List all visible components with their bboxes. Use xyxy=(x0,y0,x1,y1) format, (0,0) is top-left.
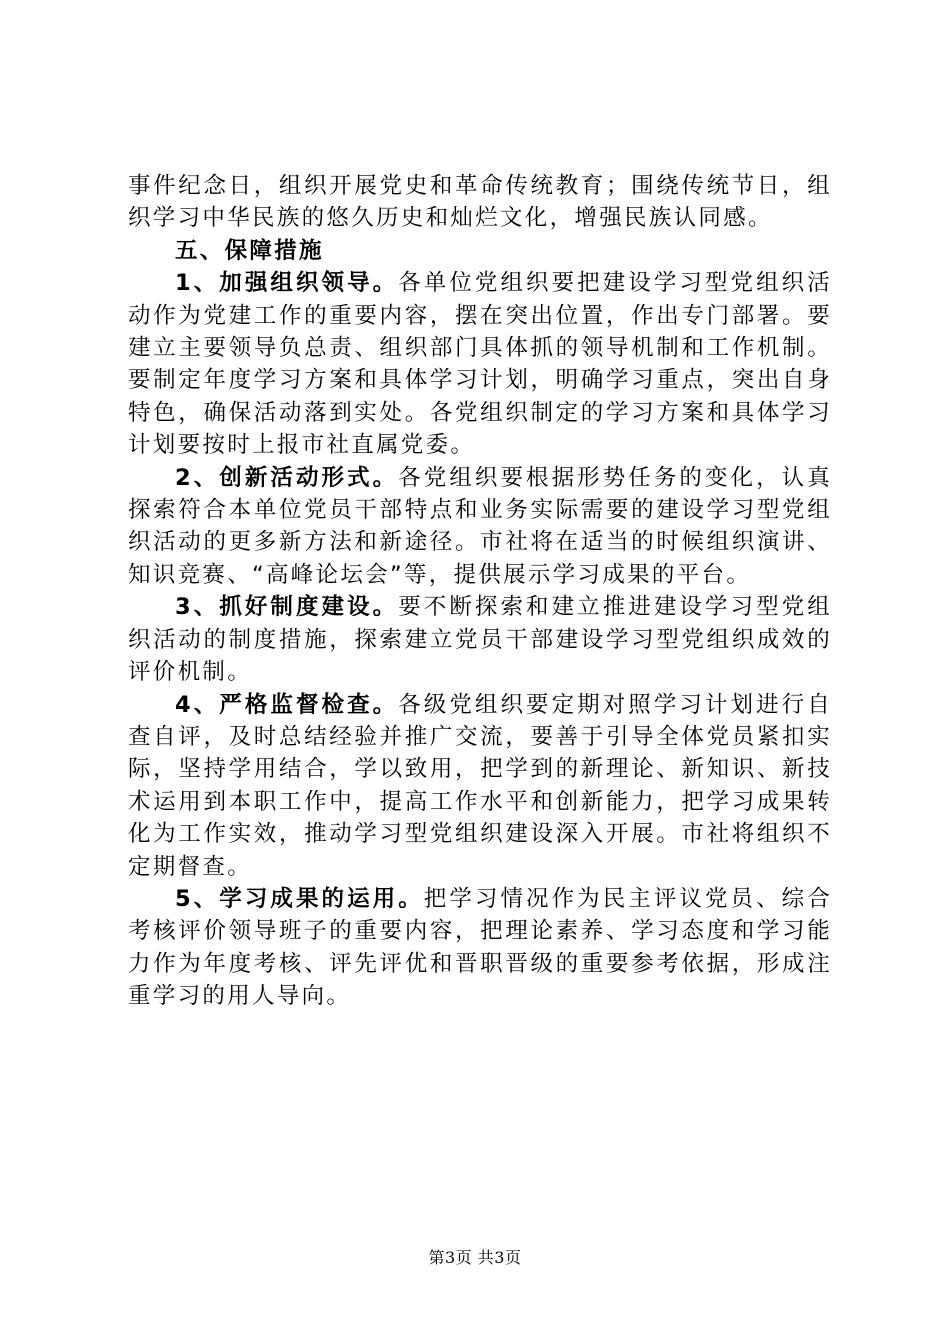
measure-body-5: 把学习情况作为民主评议党员、综合考核评价领导班子的重要内容，把理论素养、学习态度和学习能力作为年度考核、评先评优和晋职晋级的重要参考依据，形成注重学习的用人导向。 xyxy=(128,885,833,1010)
measure-body-4: 各级党组织要定期对照学习计划进行自查自评，及时总结经验并推广交流，要善于引导全体党员紧扣实际，坚持学用结合，学以致用，把学到的新理论、新知识、新技术运用到本职工作中，提高工作水平和创新能力，把学习成果转化为工作实效，推动学习型党组织建设深入开展。市社将组织不定期督查。 xyxy=(128,691,832,880)
measure-paragraph-2 xyxy=(128,462,832,592)
page-number-footer: 第3页 共3页 xyxy=(428,1248,522,1267)
measure-lead-5: 5、学习成果的运用。 xyxy=(175,885,424,912)
measure-paragraph-4 xyxy=(128,689,832,883)
document-body xyxy=(128,170,832,1013)
section-heading: 五、保障措施 xyxy=(175,237,324,264)
measure-paragraph-3 xyxy=(128,591,832,688)
measure-paragraph-5 xyxy=(128,883,832,1013)
measure-lead-4: 4、严格监督检查。 xyxy=(175,691,399,718)
measure-lead-2: 2、创新活动形式。 xyxy=(175,464,399,491)
measure-body-3: 要不断探索和建立推进建设学习型党组织活动的制度措施，探索建立党员干部建设学习型党组织成效的评价机制。 xyxy=(128,594,832,686)
measure-body-1: 各单位党组织要把建设学习型党组织活动作为党建工作的重要内容，摆在突出位置，作出专门部署。要建立主要领导负总责、组织部门具体抓的领导机制和工作机制。要制定年度学习方案和具体学习计划，明确学习重点，突出自身特色，确保活动落到实处。各党组织制定的学习方案和具体学习计划要按时上报市社直属党委。 xyxy=(128,270,832,459)
measure-lead-3: 3、抓好制度建设。 xyxy=(175,594,399,621)
continuation-paragraph: 事件纪念日，组织开展党史和革命传统教育；围绕传统节日，组织学习中华民族的悠久历史和灿烂文化，增强民族认同感。 xyxy=(128,173,832,232)
measure-paragraph-1 xyxy=(128,267,832,461)
measure-body-2: 各党组织要根据形势任务的变化，认真探索符合本单位党员干部特点和业务实际需要的建设学习型党组织活动的更多新方法和新途径。市社将在适当的时候组织演讲、知识竞赛、“高峰论坛会”等，提供展示学习成果的平台。 xyxy=(128,464,832,588)
measure-lead-1: 1、加强组织领导。 xyxy=(175,270,399,297)
